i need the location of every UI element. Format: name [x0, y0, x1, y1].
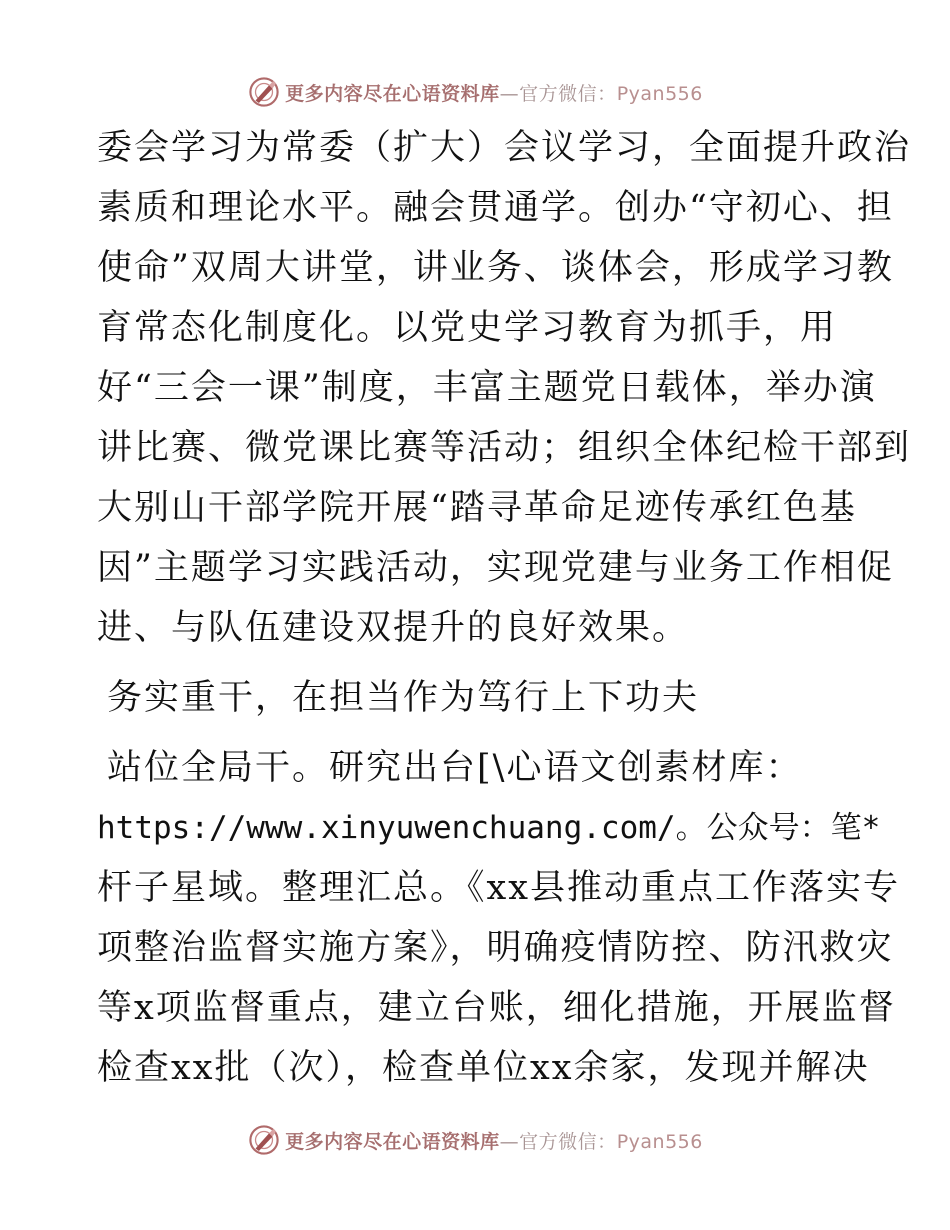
paragraph-line: 委会学习为常委（扩大）会议学习，全面提升政治 — [97, 128, 912, 168]
watermark-brand: 更多内容尽在心语资料库 — [285, 82, 500, 105]
pen-logo-icon — [247, 75, 281, 109]
header-watermark — [0, 72, 950, 112]
paragraph-line: 大别山干部学院开展“踏寻革命足迹传承红色基 — [97, 488, 857, 528]
watermark-wechat-label: 官方微信： — [519, 82, 617, 105]
paragraph-line: 因”主题学习实践活动，实现党建与业务工作相促 — [97, 548, 894, 588]
watermark-separator: — — [499, 82, 520, 105]
paragraph-line: 等x项监督重点，建立台账，细化措施，开展监督 — [97, 988, 896, 1028]
watermark-separator: — — [499, 1130, 520, 1153]
section-heading: 务实重干，在担当作为笃行上下功夫 — [107, 678, 700, 718]
paragraph-line: 讲比赛、微党课比赛等活动；组织全体纪检干部到 — [97, 428, 912, 468]
pen-logo-icon — [247, 1123, 281, 1157]
watermark-wechat-label: 官方微信： — [519, 1130, 617, 1153]
paragraph-line: 育常态化制度化。以党史学习教育为抓手，用 — [97, 308, 838, 348]
paragraph-line: 进、与队伍建设双提升的良好效果。 — [97, 608, 690, 648]
paragraph-line: 素质和理论水平。融会贯通学。创办“守初心、担 — [97, 188, 894, 228]
paragraph-line: 使命”双周大讲堂，讲业务、谈体会，形成学习教 — [97, 248, 894, 288]
watermark-wechat-id: Pyan556 — [616, 82, 703, 105]
footer-watermark — [0, 1120, 950, 1160]
watermark-wechat-id: Pyan556 — [616, 1130, 703, 1153]
paragraph-line: 杆子星域。整理汇总。《xx县推动重点工作落实专 — [97, 868, 900, 908]
paragraph-line-url: https://www.xinyuwenchuang.com/。公众号：笔* — [97, 810, 881, 846]
paragraph-line: 项整治监督实施方案》，明确疫情防控、防汛救灾 — [97, 928, 894, 968]
paragraph-line: 好“三会一课”制度，丰富主题党日载体，举办演 — [97, 368, 877, 408]
document-body — [97, 118, 912, 1098]
watermark-brand: 更多内容尽在心语资料库 — [285, 1130, 500, 1153]
paragraph-line: 站位全局干。研究出台[\心语文创素材库： — [107, 748, 803, 788]
paragraph-line: 检查xx批（次），检查单位xx余家，发现并解决 — [97, 1048, 870, 1088]
